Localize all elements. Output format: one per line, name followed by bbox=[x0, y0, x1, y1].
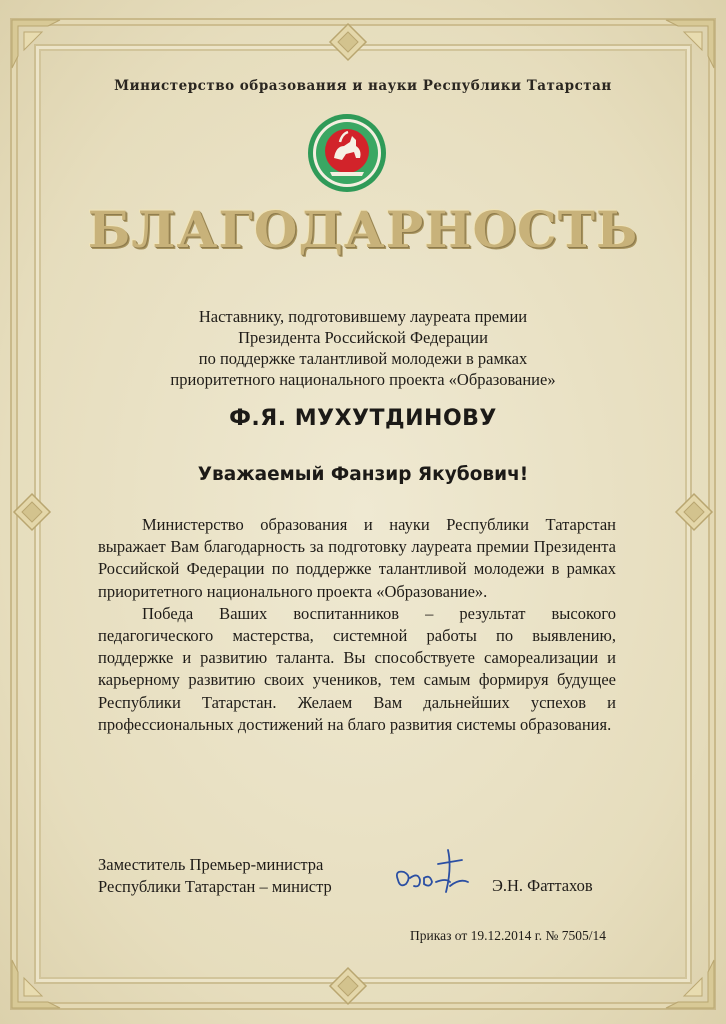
corner-ornament-icon bbox=[8, 956, 64, 1012]
recipient-name: Ф.Я. МУХУТДИНОВУ bbox=[229, 406, 497, 431]
diamond-ornament-icon bbox=[12, 492, 52, 532]
tatarstan-emblem-icon bbox=[306, 112, 388, 194]
dedication-line: по поддержке талантливой молодежи в рамках bbox=[198, 349, 528, 368]
diamond-ornament-icon bbox=[328, 966, 368, 1006]
signer-name: Э.Н. Фаттахов bbox=[492, 876, 593, 895]
letter-body bbox=[98, 514, 616, 736]
document-title: БЛАГОДАРНОСТЬ bbox=[87, 200, 639, 259]
body-paragraph: Победа Ваших воспитанников – результат высокого педагогического мастерства, системной работы по выявлению, поддержке и развитию таланта. Вы способствуете самореализации и карьерному развитию своих учеников, тем самым формируя будущее Республики Татарстан. Желаем Вам дальнейших успехов и профессиональных достижений на благо развития системы образования. bbox=[98, 603, 616, 734]
diamond-ornament-icon bbox=[674, 492, 714, 532]
dedication-line: Президента Российской Федерации bbox=[238, 328, 488, 347]
corner-ornament-icon bbox=[662, 956, 718, 1012]
diamond-ornament-icon bbox=[328, 22, 368, 62]
dedication-line: Наставнику, подготовившему лауреата премии bbox=[198, 307, 528, 326]
corner-ornament-icon bbox=[662, 16, 718, 72]
dedication-line: приоритетного национального проекта «Образование» bbox=[170, 370, 556, 389]
signer-title bbox=[98, 854, 332, 898]
corner-ornament-icon bbox=[8, 16, 64, 72]
handwritten-signature bbox=[390, 842, 474, 904]
order-reference: Приказ от 19.12.2014 г. № 7505/14 bbox=[410, 928, 607, 943]
dedication-block bbox=[60, 306, 666, 390]
signer-title-line: Заместитель Премьер-министра bbox=[98, 855, 324, 874]
signer-title-line: Республики Татарстан – министр bbox=[98, 877, 332, 896]
body-paragraph: Министерство образования и науки Республики Татарстан выражает Вам благодарность за подготовку лауреата премии Президента Российской Федерации по поддержке талантливой молодежи в рамках приоритетного национального проекта «Образование». bbox=[98, 515, 616, 601]
ministry-header: Министерство образования и науки Республики Татарстан bbox=[114, 78, 612, 94]
salutation: Уважаемый Фанзир Якубович! bbox=[197, 464, 529, 485]
